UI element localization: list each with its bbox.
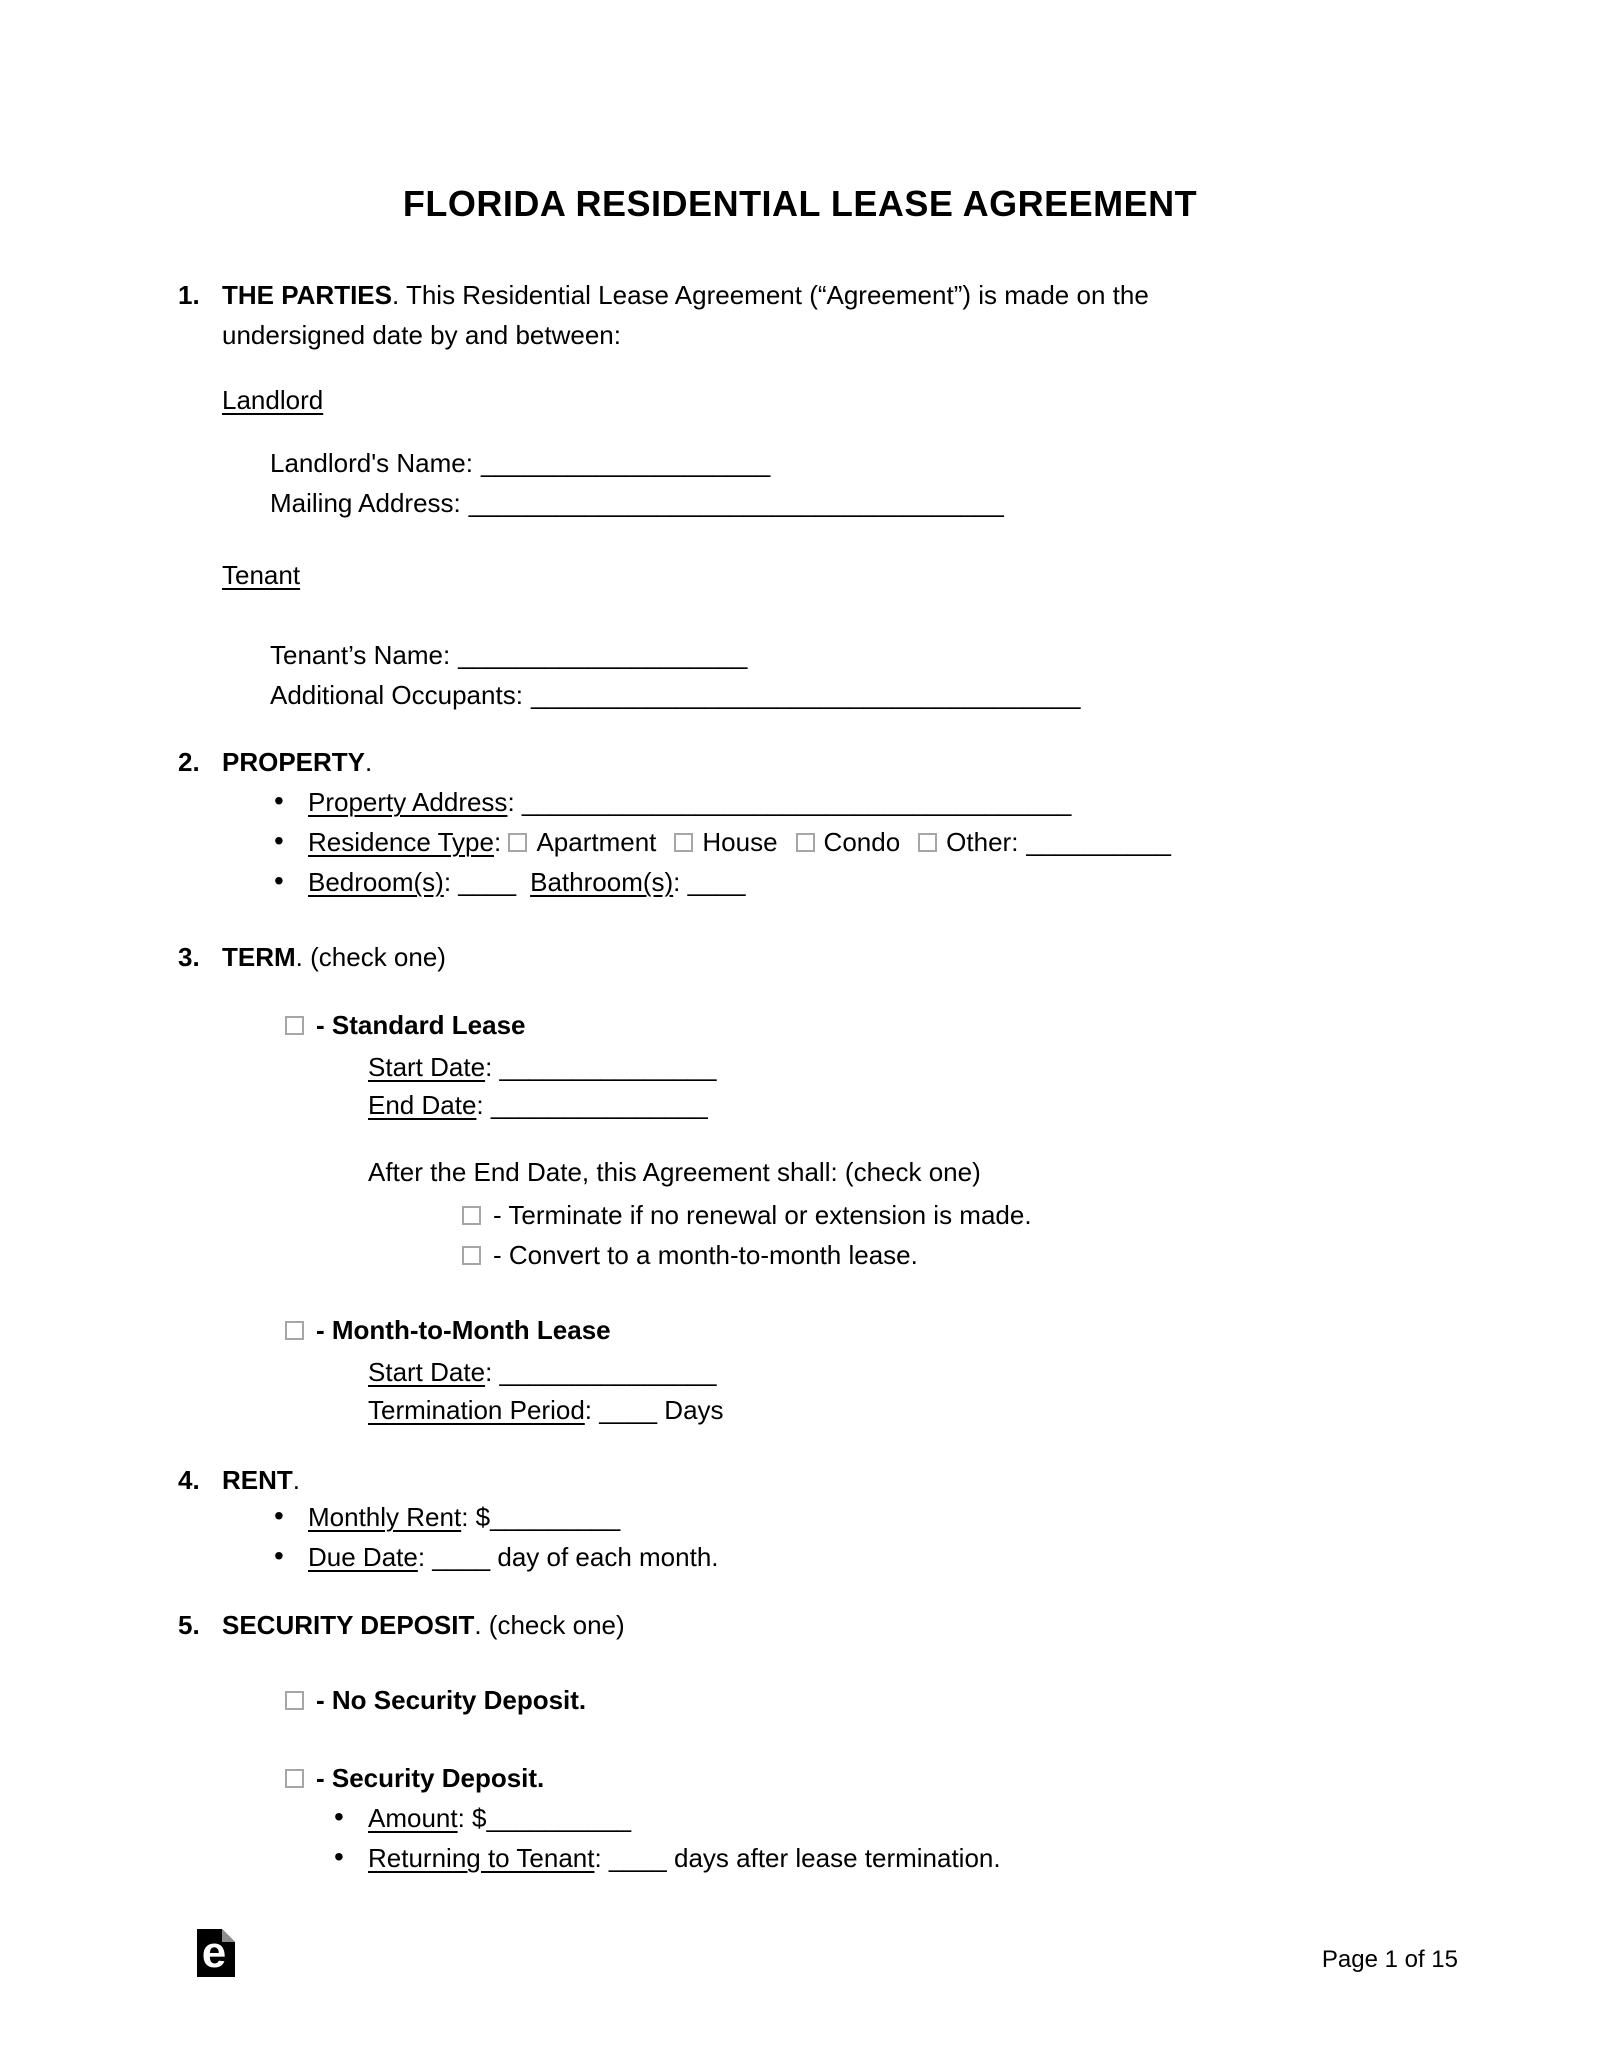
monthly-rent-label: Monthly Rent bbox=[308, 1502, 462, 1532]
section-term-text bbox=[222, 941, 446, 974]
termination-period-sep: : bbox=[584, 1395, 600, 1425]
security-deposit-line bbox=[285, 1762, 544, 1795]
section-parties-text bbox=[222, 279, 1149, 312]
rooms-line bbox=[308, 866, 745, 899]
other-label: Other: bbox=[946, 827, 1019, 857]
month-to-month-line bbox=[285, 1314, 611, 1347]
parties-body-line2: undersigned date by and between: bbox=[222, 320, 621, 350]
m2m-start-date-blank[interactable]: _______________ bbox=[499, 1357, 717, 1387]
standard-lease-label: - Standard Lease bbox=[316, 1010, 526, 1040]
no-security-deposit-label: - No Security Deposit. bbox=[316, 1685, 587, 1715]
due-date-suffix: day of each month. bbox=[490, 1542, 719, 1572]
other-checkbox[interactable] bbox=[918, 833, 937, 852]
residence-type-line bbox=[308, 826, 1189, 859]
returning-to-tenant-label: Returning to Tenant bbox=[368, 1843, 595, 1873]
m2m-start-date-line bbox=[368, 1356, 716, 1389]
rent-heading-after: . bbox=[292, 1465, 301, 1495]
month-to-month-label: - Month-to-Month Lease bbox=[316, 1315, 611, 1345]
deposit-amount-sep: : $ bbox=[457, 1803, 487, 1833]
returning-to-tenant-suffix: days after lease termination. bbox=[666, 1843, 1001, 1873]
condo-label: Condo bbox=[823, 827, 901, 857]
parties-heading-label: THE PARTIES bbox=[222, 280, 392, 310]
after-end-date-text: After the End Date, this Agreement shall: (check one) bbox=[368, 1157, 981, 1187]
property-address-sep: : bbox=[507, 787, 522, 817]
deposit-amount-line bbox=[368, 1802, 631, 1835]
additional-occupants-line bbox=[270, 679, 1080, 712]
page-title: FLORIDA RESIDENTIAL LEASE AGREEMENT bbox=[402, 183, 1198, 224]
start-date-label: Start Date bbox=[368, 1052, 486, 1082]
parties-body-line1: . This Residential Lease Agreement (“Agreement”) is made on the bbox=[391, 280, 1149, 310]
landlord-name-blank[interactable]: ____________________ bbox=[480, 448, 771, 478]
bathrooms-sep: : bbox=[673, 867, 688, 897]
bathrooms-blank[interactable]: ____ bbox=[687, 867, 746, 897]
rent-heading-label: RENT bbox=[222, 1465, 293, 1495]
monthly-rent-sep: : $ bbox=[461, 1502, 491, 1532]
month-to-month-checkbox[interactable] bbox=[285, 1321, 304, 1340]
eforms-logo-letter: e bbox=[201, 1928, 227, 1977]
bedrooms-sep: : bbox=[443, 867, 459, 897]
additional-occupants-blank[interactable]: ______________________________________ bbox=[530, 680, 1081, 710]
property-heading-label: PROPERTY bbox=[222, 747, 366, 777]
residence-option-house bbox=[674, 827, 777, 857]
monthly-rent-blank[interactable]: _________ bbox=[490, 1502, 621, 1532]
mailing-address-label: Mailing Address: bbox=[270, 488, 461, 518]
section-number: 1. bbox=[178, 280, 200, 310]
section-number: 3. bbox=[178, 942, 200, 972]
section-security-deposit-text bbox=[222, 1609, 625, 1642]
m2m-start-date-sep: : bbox=[485, 1357, 500, 1387]
apartment-checkbox[interactable] bbox=[508, 833, 527, 852]
no-security-deposit-line bbox=[285, 1684, 586, 1717]
due-date-line bbox=[308, 1541, 719, 1574]
bathrooms-label: Bathroom(s) bbox=[530, 867, 674, 897]
house-label: House bbox=[702, 827, 778, 857]
section-number: 5. bbox=[178, 1610, 200, 1640]
residence-option-other bbox=[918, 827, 1171, 857]
house-checkbox[interactable] bbox=[674, 833, 693, 852]
terminate-label: - Terminate if no renewal or extension is made. bbox=[493, 1200, 1032, 1230]
tenant-name-blank[interactable]: ____________________ bbox=[458, 640, 748, 670]
residence-option-apartment bbox=[508, 827, 656, 857]
additional-occupants-label: Additional Occupants: bbox=[270, 680, 523, 710]
residence-type-label: Residence Type bbox=[308, 827, 494, 857]
deposit-amount-label: Amount bbox=[368, 1803, 458, 1833]
section-rent-text bbox=[222, 1464, 300, 1497]
terminate-option-line bbox=[462, 1199, 1032, 1232]
mailing-address-blank[interactable]: _____________________________________ bbox=[468, 488, 1004, 518]
security-deposit-heading-label: SECURITY DEPOSIT bbox=[222, 1610, 475, 1640]
start-date-sep: : bbox=[485, 1052, 500, 1082]
tenant-subheading: Tenant bbox=[222, 560, 301, 590]
security-deposit-checkbox[interactable] bbox=[285, 1769, 304, 1788]
other-blank[interactable]: __________ bbox=[1026, 827, 1172, 857]
property-heading-after: . bbox=[365, 747, 373, 777]
termination-period-blank[interactable]: ____ bbox=[599, 1395, 658, 1425]
residence-option-condo bbox=[796, 827, 901, 857]
page-number-label: Page 1 of 15 bbox=[1321, 1946, 1458, 1973]
mailing-address-line bbox=[270, 487, 1004, 520]
section-number: 2. bbox=[178, 747, 200, 777]
monthly-rent-line bbox=[308, 1501, 620, 1534]
standard-start-date-blank[interactable]: _______________ bbox=[499, 1052, 717, 1082]
security-deposit-heading-after: . (check one) bbox=[474, 1610, 625, 1640]
landlord-subheading: Landlord bbox=[222, 385, 324, 415]
section-number: 4. bbox=[178, 1465, 200, 1495]
standard-lease-checkbox[interactable] bbox=[285, 1016, 304, 1035]
terminate-checkbox[interactable] bbox=[462, 1206, 481, 1225]
standard-start-date-line bbox=[368, 1051, 716, 1084]
end-date-sep: : bbox=[476, 1090, 491, 1120]
no-security-deposit-checkbox[interactable] bbox=[285, 1691, 304, 1710]
due-date-blank[interactable]: ____ bbox=[432, 1542, 491, 1572]
returning-to-tenant-blank[interactable]: ____ bbox=[608, 1843, 667, 1873]
bedrooms-blank[interactable]: ____ bbox=[458, 867, 517, 897]
due-date-label: Due Date bbox=[308, 1542, 418, 1572]
residence-type-sep: : bbox=[493, 827, 509, 857]
convert-label: - Convert to a month-to-month lease. bbox=[493, 1240, 918, 1270]
property-address-blank[interactable]: ______________________________________ bbox=[521, 787, 1072, 817]
returning-to-tenant-line bbox=[368, 1842, 1001, 1875]
standard-end-date-blank[interactable]: _______________ bbox=[490, 1090, 708, 1120]
term-heading-label: TERM bbox=[222, 942, 296, 972]
convert-option-line bbox=[462, 1239, 918, 1272]
returning-to-tenant-sep: : bbox=[594, 1843, 609, 1873]
condo-checkbox[interactable] bbox=[796, 833, 815, 852]
standard-lease-line bbox=[285, 1009, 526, 1042]
section-property-text bbox=[222, 746, 372, 779]
tenant-name-label: Tenant’s Name: bbox=[270, 640, 451, 670]
eforms-logo-icon bbox=[197, 1929, 235, 1977]
deposit-amount-blank[interactable]: __________ bbox=[486, 1803, 632, 1833]
property-address-label: Property Address bbox=[308, 787, 508, 817]
security-deposit-label: - Security Deposit. bbox=[316, 1763, 545, 1793]
m2m-start-date-label: Start Date bbox=[368, 1357, 486, 1387]
landlord-name-label: Landlord's Name: bbox=[270, 448, 473, 478]
termination-period-label: Termination Period bbox=[368, 1395, 585, 1425]
standard-end-date-line bbox=[368, 1089, 708, 1122]
term-heading-after: . (check one) bbox=[295, 942, 446, 972]
termination-period-suffix: Days bbox=[657, 1395, 724, 1425]
landlord-name-line bbox=[270, 447, 770, 480]
bedrooms-label: Bedroom(s) bbox=[308, 867, 444, 897]
convert-checkbox[interactable] bbox=[462, 1246, 481, 1265]
due-date-sep: : bbox=[417, 1542, 433, 1572]
apartment-label: Apartment bbox=[536, 827, 657, 857]
tenant-name-line bbox=[270, 639, 747, 672]
end-date-label: End Date bbox=[368, 1090, 477, 1120]
property-address-line bbox=[308, 786, 1071, 819]
termination-period-line bbox=[368, 1394, 724, 1427]
